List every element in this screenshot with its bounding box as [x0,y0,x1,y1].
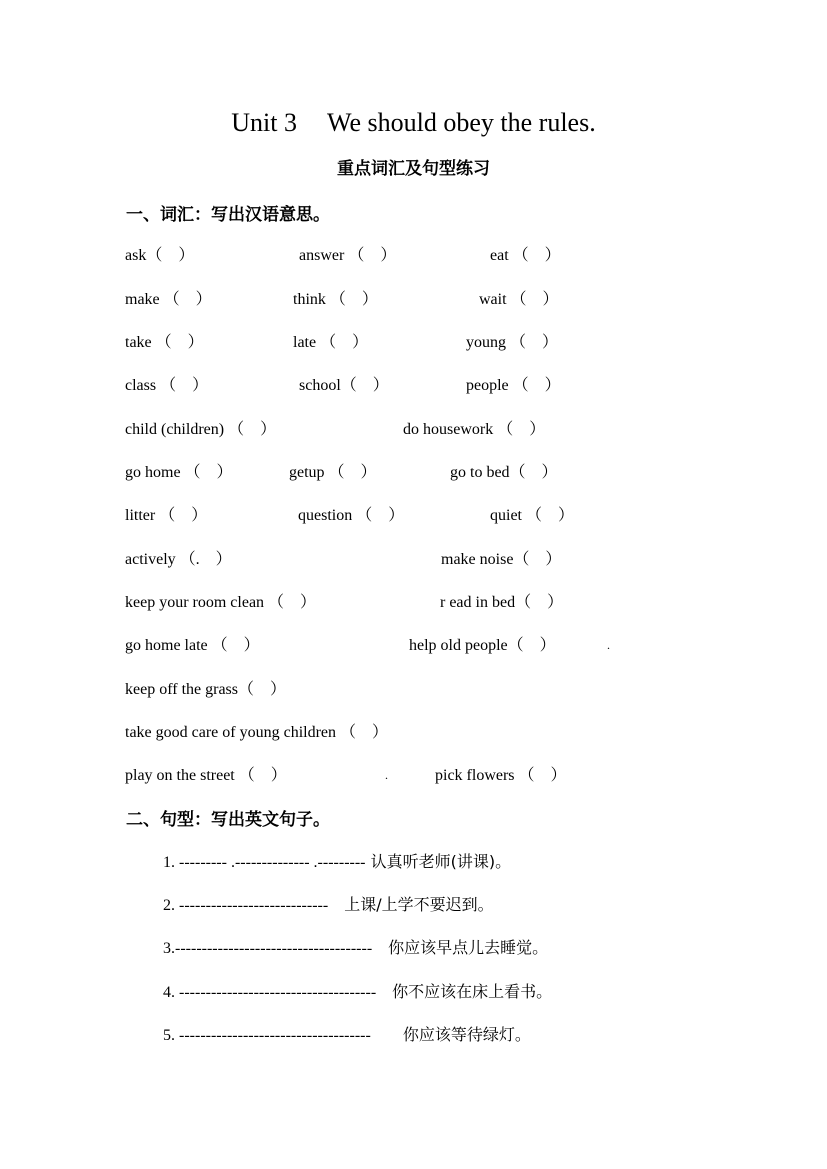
vocab-think: think （ ） [293,291,378,308]
sentence-blank: 4. ------------------------------------- [163,984,377,1001]
vocab-make: make （ ） [125,291,212,308]
vocab-people: people （ ） [466,377,561,394]
sentence-blank: 2. ---------------------------- [163,897,329,914]
page-title [0,108,827,138]
vocab-class: class （ ） [125,377,209,394]
vocab-late: late （ ） [293,334,369,351]
sentence-blank: 1. --------- .-------------- .--------- [163,854,366,871]
page-subtitle: 重点词汇及句型练习 [337,159,490,179]
vocab-getup: getup （ ） [289,464,377,481]
sentence-chinese: 认真听老师(讲课)。 [365,852,512,871]
sentence-2 [163,892,494,915]
vocab-child: child (children) （ ） [125,421,277,438]
vocab-keep-room-clean: keep your room clean （ ） [125,594,317,611]
vocab-pick-flowers: pick flowers （ ） [435,767,567,784]
vocab-wait: wait （ ） [479,291,559,308]
vocab-question: question （ ） [298,507,405,524]
sentence-chinese: 你应该等待绿灯。 [370,1025,531,1044]
vocab-young: young （ ） [466,334,559,351]
stray-mark: . [607,638,610,652]
vocab-do-housework: do housework （ ） [403,421,546,438]
section1-heading: 一、词汇：写出汉语意思。 [126,205,330,225]
title-text: We should obey the rules. [327,108,596,137]
sentence-blank: 3.------------------------------------- [163,940,373,957]
vocab-make-noise: make noise（ ） [441,551,562,568]
sentence-chinese: 上课/上学不要迟到。 [328,895,494,914]
unit-label: Unit 3 [231,108,298,137]
section2-heading: 二、句型：写出英文句子。 [126,810,330,830]
vocab-play-on-street: play on the street （ ） [125,767,287,784]
vocab-go-home: go home （ ） [125,464,233,481]
sentence-4 [163,979,552,1002]
vocab-go-home-late: go home late （ ） [125,637,260,654]
vocab-help-old-people: help old people（ ） [409,637,556,654]
vocab-school: school（ ） [299,377,389,394]
vocab-quiet: quiet （ ） [490,507,574,524]
stray-mark: . [385,768,388,782]
vocab-eat: eat （ ） [490,247,561,264]
vocab-keep-off-grass: keep off the grass（ ） [125,681,287,698]
vocab-take-care-children: take good care of young children （ ） [125,724,389,741]
sentence-chinese: 你不应该在床上看书。 [376,982,553,1001]
sentence-1 [163,849,511,872]
sentence-5 [163,1022,531,1045]
vocab-take: take （ ） [125,334,204,351]
sentence-chinese: 你应该早点儿去睡觉。 [372,938,549,957]
vocab-litter: litter （ ） [125,507,208,524]
vocab-answer: answer （ ） [299,247,397,264]
vocab-ask: ask（ ） [125,247,195,264]
vocab-actively: actively （. ） [125,551,232,568]
sentence-3 [163,935,548,958]
vocab-go-to-bed: go to bed（ ） [450,464,558,481]
sentence-blank: 5. ------------------------------------ [163,1027,371,1044]
vocab-read-in-bed: r ead in bed（ ） [440,594,564,611]
